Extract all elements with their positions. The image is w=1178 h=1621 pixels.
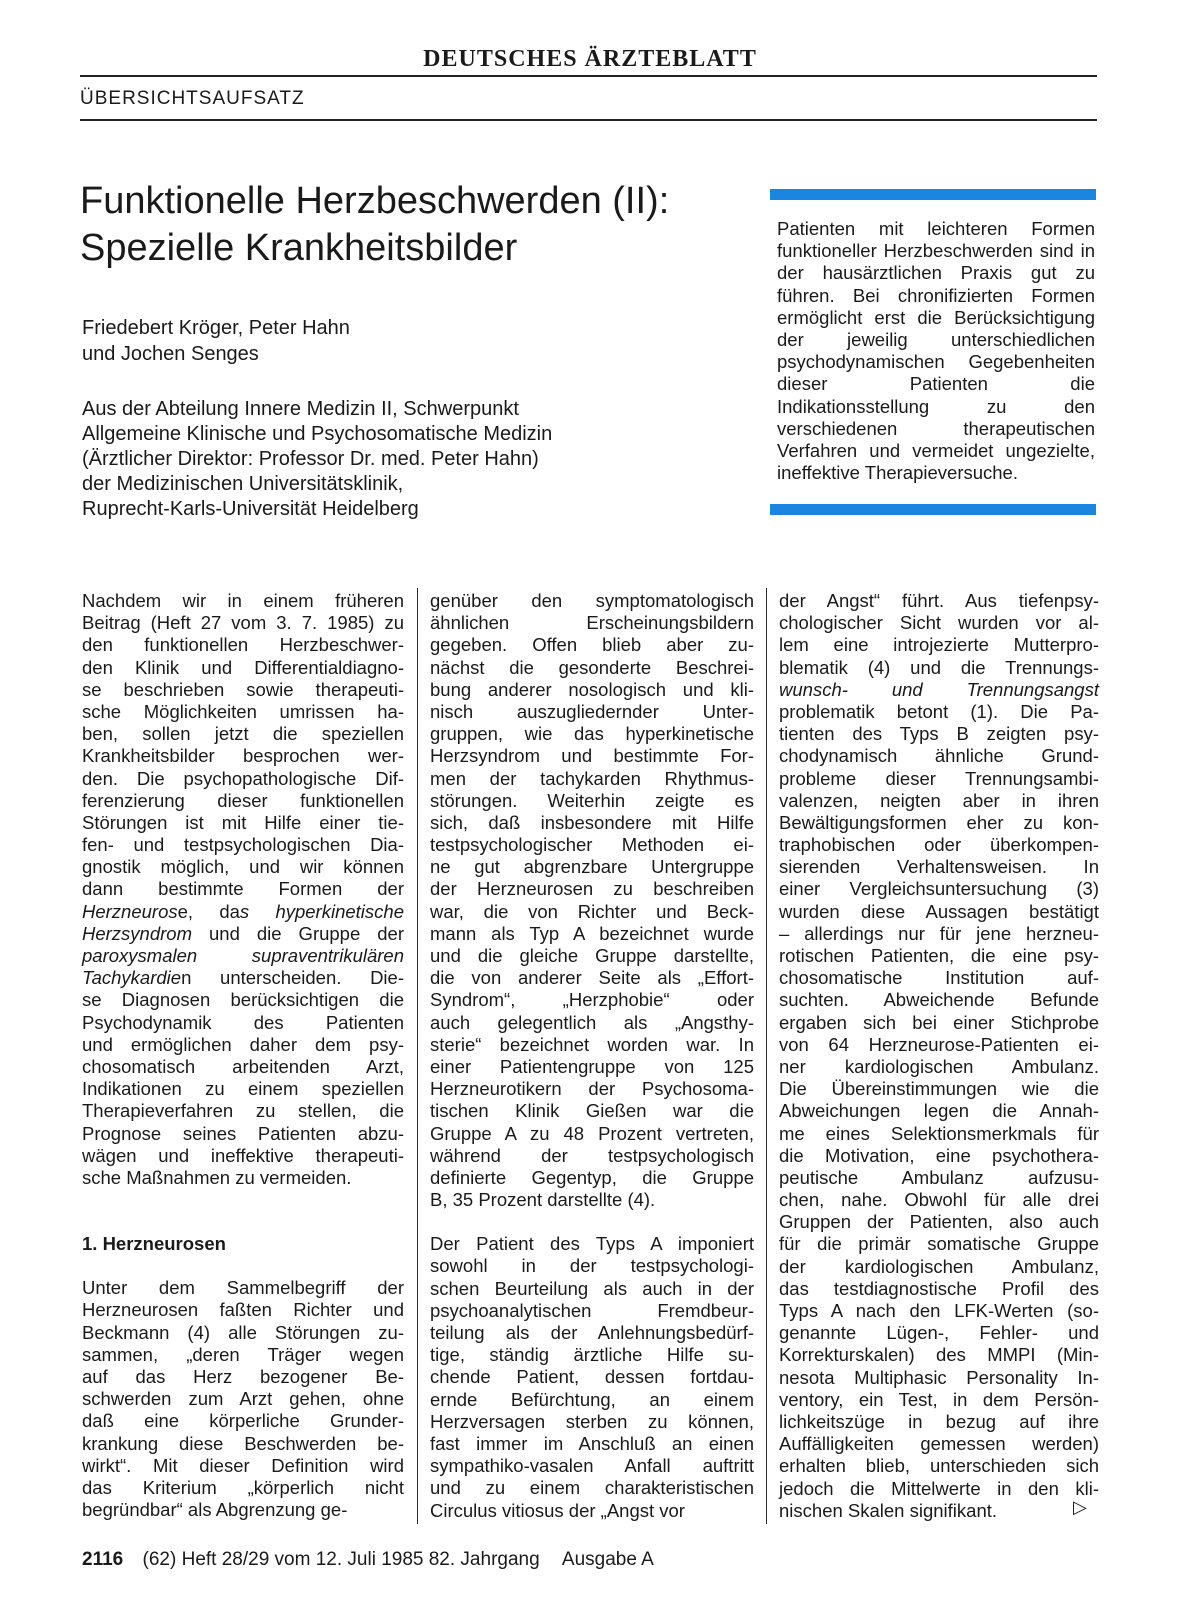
text-line: der Herzneurosen zu beschreiben <box>430 878 754 900</box>
affiliation <box>82 397 552 522</box>
text-line: während der testpsychologisch <box>430 1144 754 1166</box>
text-line: sche Maßnahmen zu vermeiden. <box>82 1166 352 1188</box>
text-line: jedoch die Mittelwerte in den kli- <box>779 1477 1099 1499</box>
text-line: se beschrieben sowie therapeuti- <box>82 678 404 700</box>
text-line: die von anderer Seite als „Effort- <box>430 967 754 989</box>
column-2 <box>430 590 754 1522</box>
title-line-1: Funktionelle Herzbeschwerden (II): <box>80 180 670 222</box>
text-line: störungen. Weiterhin zeigte es <box>430 789 754 811</box>
text-line: ne gut abgrenzbare Untergruppe <box>430 856 754 878</box>
abstract-bar-top <box>770 189 1096 200</box>
text-line: ner kardiologischen Ambulanz. <box>779 1055 1099 1077</box>
text-line: psychoanalytischen Fremdbeur- <box>430 1299 754 1321</box>
text-line: Krankheitsbilder besprochen wer- <box>82 745 404 767</box>
column-1 <box>82 590 404 1521</box>
text-line: Herzneurosen faßten Richter und <box>82 1299 404 1321</box>
text-line: und die gleiche Gruppe darstellte, <box>430 945 754 966</box>
text-line: Gruppe A zu 48 Prozent vertreten, <box>430 1122 754 1144</box>
col2-paragraph-2 <box>430 1233 754 1521</box>
journal-name: DEUTSCHES ÄRZTEBLATT <box>423 46 757 72</box>
text-line: definierte Gegentyp, die Gruppe <box>430 1166 754 1188</box>
text-line: der kardiologischen Ambulanz, <box>779 1255 1099 1277</box>
header-rule-bottom <box>80 119 1097 121</box>
text-line: Die Übereinstimmungen wie die <box>779 1078 1099 1100</box>
text-line: valenzen, neigten aber in ihren <box>779 789 1099 811</box>
text-line: lichkeitszüge in bezug auf ihre <box>779 1410 1099 1432</box>
text-line: Typs A nach den LFK-Werten (so- <box>779 1300 1099 1321</box>
text-line: den. Die psychopathologische Dif- <box>82 767 404 789</box>
text-line: tischen Klinik Gießen war die <box>430 1100 754 1122</box>
text-line: nesota Multiphasic Personality In- <box>779 1366 1099 1388</box>
text-line: Bewältigungsformen eher zu kon- <box>779 811 1099 833</box>
text-line: den funktionellen Herzbeschwer- <box>82 634 404 656</box>
col2-paragraph-1 <box>430 590 754 1211</box>
text-line: peutische Ambulanz aufzusu- <box>779 1166 1099 1188</box>
text-line: gruppen, wie das hyperkinetische <box>430 723 754 745</box>
text-line: sierenden Verhaltensweisen. In <box>779 856 1099 878</box>
text-line: wirkt“. Mit dieser Definition wird <box>82 1454 404 1476</box>
column-divider <box>417 588 418 1524</box>
abstract-bar-bottom <box>770 504 1096 515</box>
section-heading: 1. Herzneurosen <box>82 1233 226 1255</box>
text-line: genannte Lügen-, Fehler- und <box>779 1322 1099 1344</box>
text-line: schen Beurteilung als auch in der <box>430 1277 754 1299</box>
text-line: Circulus vitiosus der „Angst vor <box>430 1499 685 1521</box>
text-line: schwerden zum Arzt gehen, ohne <box>82 1388 404 1410</box>
authors <box>82 315 350 367</box>
text-line: probleme dieser Trennungsambi- <box>779 767 1099 789</box>
text-line: Herzneurose, das hyperkinetische <box>82 900 404 922</box>
text-line: B, 35 Prozent darstellte (4). <box>430 1189 656 1211</box>
text-line: Herzsyndrom und bestimmte For- <box>430 745 754 767</box>
text-line: Prognose seines Patienten abzu- <box>82 1122 404 1144</box>
text-line: chende Patient, dessen fortdau- <box>430 1366 754 1388</box>
col1-paragraph-2 <box>82 1277 404 1521</box>
abstract: Patienten mit leichteren Formen funktioneller Herzbeschwerden sind in der hausärztlichen Praxis gut zu führen. Bei chronifizierten Formen ermöglicht erst die Berücksichtigung der jeweilig unterschiedlichen psychodynamischen Gegebenheiten dieser Patienten die Indikationsstellung zu den verschiedenen therapeutischen Verfahren und vermeidet ungezielte, ineffektive Therapieversuche. <box>777 218 1095 484</box>
text-line: auch gelegentlich als „Angsthy- <box>430 1011 754 1033</box>
text-line: gegeben. Offen blieb aber zu- <box>430 634 754 656</box>
text-line: fast immer im Anschluß an einen <box>430 1432 754 1454</box>
text-line: chologischer Sicht wurden vor al- <box>779 612 1099 634</box>
text-line: genüber den symptomatologisch <box>430 590 754 611</box>
text-line: und zu einem charakteristischen <box>430 1477 754 1499</box>
text-line: gnostik möglich, und wir können <box>82 856 404 878</box>
column-divider <box>766 588 767 1524</box>
text-line: lem eine introjezierte Mutterpro- <box>779 634 1099 656</box>
text-line: das testdiagnostische Profil des <box>779 1277 1099 1299</box>
text-line: chosomatische Institution auf- <box>779 967 1099 989</box>
text-line: wurden diese Aussagen bestätigt <box>779 900 1099 922</box>
text-line: teilung als der Anlehnungsbedürf- <box>430 1322 754 1343</box>
text-line: ventory, ein Test, in dem Persön- <box>779 1388 1099 1410</box>
edition: Ausgabe A <box>561 1549 654 1570</box>
text-line: problematik betont (1). Die Pa- <box>779 700 1099 722</box>
text-line: nischen Skalen signifikant. <box>779 1499 998 1521</box>
text-line: der Angst“ führt. Aus tiefenpsy- <box>779 590 1099 611</box>
text-line: tige, ständig ärztliche Hilfe su- <box>430 1344 754 1366</box>
text-line: Beitrag (Heft 27 vom 3. 7. 1985) zu <box>82 612 404 634</box>
affiliation-line: Aus der Abteilung Innere Medizin II, Schwerpunkt <box>82 398 519 420</box>
text-line: sympathiko-vasalen Anfall auftritt <box>430 1455 754 1477</box>
page-footer <box>82 1549 654 1571</box>
text-line: begründbar“ als Abgrenzung ge- <box>82 1499 348 1521</box>
issue-page: (62) <box>142 1549 177 1570</box>
text-line: Nachdem wir in einem früheren <box>82 590 404 611</box>
text-line: Unter dem Sammelbegriff der <box>82 1277 404 1299</box>
text-line: das Kriterium „körperlich nicht <box>82 1476 404 1498</box>
text-line: auf das Herz bezogener Be- <box>82 1366 404 1387</box>
text-line: für die primär somatische Gruppe <box>779 1233 1099 1255</box>
text-line: Störungen ist mit Hilfe einer tie- <box>82 811 404 833</box>
text-line: krankung diese Beschwerden be- <box>82 1432 404 1454</box>
authors-line-2: und Jochen Senges <box>82 343 259 365</box>
text-line: Der Patient des Typs A imponiert <box>430 1233 754 1255</box>
article-title <box>80 178 740 272</box>
text-line: mann als Typ A bezeichnet wurde <box>430 922 754 944</box>
text-line: Herzneurotikern der Psychosoma- <box>430 1078 754 1100</box>
text-line: Indikationen zu einem speziellen <box>82 1078 404 1100</box>
header-rule-top <box>80 75 1097 77</box>
text-line: einer Vergleichsuntersuchung (3) <box>779 878 1099 900</box>
text-line: ernde Befürchtung, an einem <box>430 1388 754 1410</box>
column-3 <box>779 590 1099 1522</box>
text-line: Syndrom“, „Herzphobie“ oder <box>430 989 754 1011</box>
text-line: wunsch- und Trennungsangst <box>779 678 1099 700</box>
text-line: fen- und testpsychologischen Dia- <box>82 834 404 856</box>
text-line: Korrekturskalen) des MMPI (Min- <box>779 1344 1099 1366</box>
text-line: von 64 Herzneurose-Patienten ei- <box>779 1033 1099 1055</box>
text-line: men der tachykarden Rhythmus- <box>430 767 754 789</box>
text-line: dann bestimmte Formen der <box>82 878 404 900</box>
text-line: Herzversagen sterben zu können, <box>430 1410 754 1432</box>
page-number: 2116 <box>82 1549 124 1570</box>
text-line: und ermöglichen daher dem psy- <box>82 1033 404 1055</box>
text-line: Therapieverfahren zu stellen, die <box>82 1100 404 1122</box>
text-line: wägen und ineffektive therapeuti- <box>82 1144 404 1166</box>
col3-paragraph-1 <box>779 590 1099 1522</box>
text-line: war, die von Richter und Beck- <box>430 900 754 922</box>
title-line-2: Spezielle Krankheitsbilder <box>80 227 518 269</box>
affiliation-line: Ruprecht-Karls-Universität Heidelberg <box>82 498 419 520</box>
text-line: nächst die gesonderte Beschrei- <box>430 656 754 678</box>
text-line: – allerdings nur für jene herzneu- <box>779 922 1099 944</box>
text-line: tienten des Typs B zeigten psy- <box>779 723 1099 745</box>
text-line: ben, sollen jetzt die speziellen <box>82 723 404 745</box>
text-line: bung anderer nosologisch und kli- <box>430 678 754 700</box>
text-line: Gruppen der Patienten, also auch <box>779 1211 1099 1233</box>
text-line: chodynamisch ähnliche Grund- <box>779 745 1099 767</box>
text-line: paroxysmalen supraventrikulären <box>82 945 404 966</box>
text-line: Herzsyndrom und die Gruppe der <box>82 922 404 944</box>
issue-info: Heft 28/29 vom 12. Juli 1985 82. Jahrgang <box>181 1549 540 1570</box>
text-line: chen, nahe. Obwohl für alle drei <box>779 1189 1099 1211</box>
text-line: Psychodynamik des Patienten <box>82 1011 404 1033</box>
text-line: se Diagnosen berücksichtigen die <box>82 989 404 1011</box>
text-line: rotischen Patienten, die eine psy- <box>779 945 1099 966</box>
col1-paragraph-1 <box>82 590 404 1189</box>
text-line: sterie“ bezeichnet worden war. In <box>430 1033 754 1055</box>
text-line: erhalten blieb, unterschieden sich <box>779 1455 1099 1477</box>
text-line: ferenzierung dieser funktionellen <box>82 789 404 811</box>
text-line: Auffälligkeiten gemessen werden) <box>779 1433 1099 1455</box>
text-line: traphobischen oder überkompen- <box>779 834 1099 856</box>
text-line: sich, daß insbesondere mit Hilfe <box>430 811 754 833</box>
text-line: ähnlichen Erscheinungsbildern <box>430 612 754 634</box>
text-line: suchten. Abweichende Befunde <box>779 989 1099 1011</box>
text-line: chosomatisch arbeitenden Arzt, <box>82 1055 404 1077</box>
text-line: blematik (4) und die Trennungs- <box>779 656 1099 678</box>
text-line: den Klinik und Differentialdiagno- <box>82 656 404 678</box>
affiliation-line: der Medizinischen Universitätsklinik, <box>82 473 404 495</box>
text-line: einer Patientengruppe von 125 <box>430 1055 754 1077</box>
section-label: ÜBERSICHTSAUFSATZ <box>80 88 305 109</box>
text-line: Tachykardien unterscheiden. Die- <box>82 967 404 989</box>
text-line: sammen, „deren Träger wegen <box>82 1343 404 1365</box>
text-line: daß eine körperliche Grunder- <box>82 1410 404 1432</box>
text-line: ergaben sich bei einer Stichprobe <box>779 1011 1099 1033</box>
text-line: nisch auszugliedernder Unter- <box>430 700 754 722</box>
continue-arrow-icon: ▷ <box>1073 1497 1087 1517</box>
text-line: die Motivation, eine psychothera- <box>779 1144 1099 1166</box>
text-line: testpsychologischer Methoden ei- <box>430 834 754 856</box>
text-line: me eines Selektionsmerkmals für <box>779 1122 1099 1144</box>
text-line: sche Möglichkeiten umrissen ha- <box>82 700 404 722</box>
text-line: Beckmann (4) alle Störungen zu- <box>82 1321 404 1343</box>
affiliation-line: Allgemeine Klinische und Psychosomatische Medizin <box>82 423 553 445</box>
text-line: sowohl in der testpsychologi- <box>430 1255 754 1277</box>
affiliation-line: (Ärztlicher Direktor: Professor Dr. med. Peter Hahn) <box>82 448 539 470</box>
text-line: Abweichungen legen die Annah- <box>779 1100 1099 1122</box>
authors-line-1: Friedebert Kröger, Peter Hahn <box>82 317 350 339</box>
